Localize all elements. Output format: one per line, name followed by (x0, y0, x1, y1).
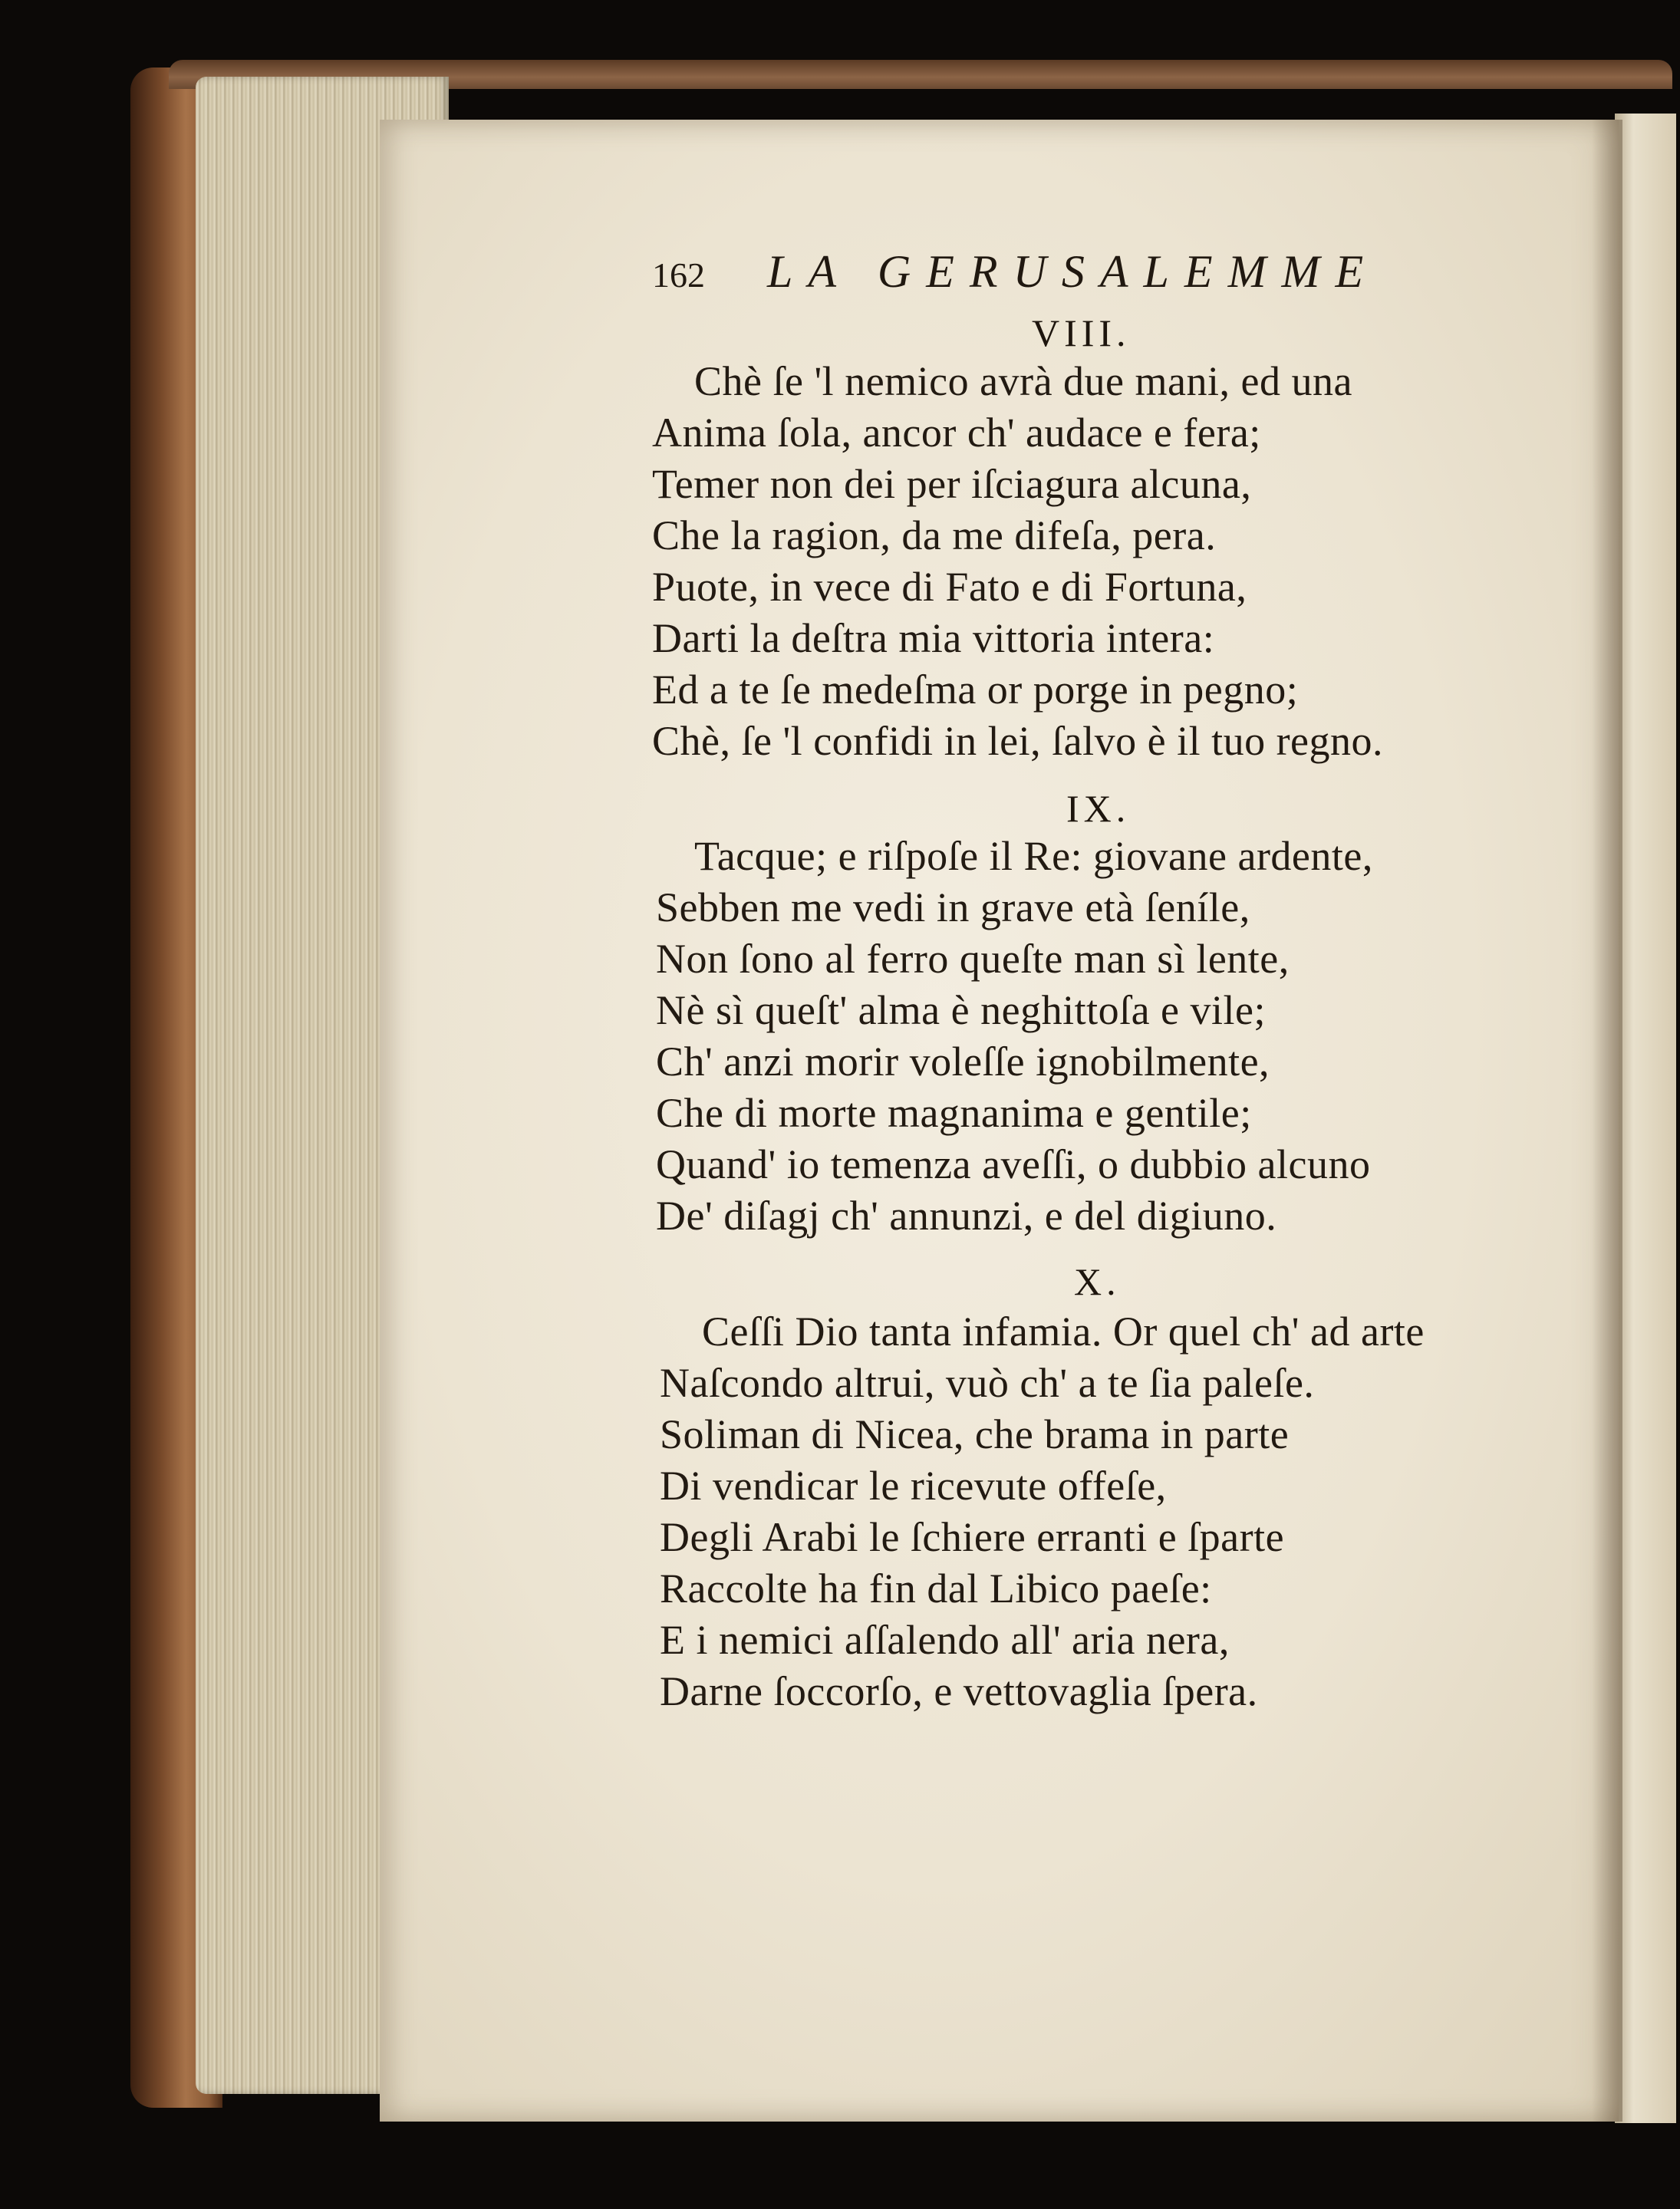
verse-line: Temer non dei per iſciagura alcuna, (652, 461, 1252, 507)
stanza-number: VIII. (1032, 311, 1131, 354)
verse-line: Anima ſola, ancor ch' audace e fera; (652, 410, 1261, 456)
verse-line: E i nemici aſſalendo all' aria nera, (660, 1617, 1230, 1663)
facing-page-edge (1615, 114, 1676, 2123)
verse-line: Soliman di Nicea, che brama in parte (660, 1411, 1290, 1457)
stanza-number: X. (1074, 1260, 1121, 1303)
verse-line: Chè ſe 'l nemico avrà due mani, ed una (694, 358, 1352, 404)
stanza-number: IX. (1066, 787, 1131, 830)
page-number: 162 (652, 255, 705, 295)
verse-line: Ch' anzi morir voleſſe ignobilmente, (656, 1039, 1270, 1085)
gutter-shadow (1592, 120, 1622, 2122)
verse-line: Ed a te ſe medeſma or porge in pegno; (652, 667, 1299, 713)
verse-line: Darti la deſtra mia vittoria intera: (652, 615, 1215, 661)
verse-line: Puote, in vece di Fato e di Fortuna, (652, 564, 1247, 610)
verse-line: Che di morte magnanima e gentile; (656, 1090, 1252, 1136)
verse-line: Che la ragion, da me difeſa, pera. (652, 512, 1217, 558)
verse-line: Tacque; e riſpoſe il Re: giovane ardente, (694, 833, 1373, 879)
verse-line: Naſcondo altrui, vuò ch' a te ſia paleſe. (660, 1360, 1315, 1406)
verse-line: Nè sì queſt' alma è neghittoſa e vile; (656, 987, 1266, 1033)
verse-line: Di vendicar le ricevute offeſe, (660, 1463, 1167, 1509)
running-title: LA GERUSALEMME (767, 246, 1379, 297)
verse-line: Quand' io temenza aveſſi, o dubbio alcuno (656, 1141, 1371, 1187)
verse-line: Non ſono al ferro queſte man sì lente, (656, 936, 1290, 982)
verse-line: Sebben me vedi in grave età ſeníle, (656, 884, 1250, 930)
verse-line: Degli Arabi le ſchiere erranti e ſparte (660, 1514, 1285, 1560)
verse-line: Chè, ſe 'l confidi in lei, ſalvo è il tuo regno. (652, 718, 1384, 764)
verse-line: Darne ſoccorſo, e vettovaglia ſpera. (660, 1668, 1258, 1714)
verse-line: Raccolte ha fin dal Libico paeſe: (660, 1565, 1212, 1611)
verse-line: De' diſagj ch' annunzi, e del digiuno. (656, 1193, 1277, 1239)
verse-line: Ceſſi Dio tanta infamia. Or quel ch' ad arte (702, 1309, 1425, 1355)
